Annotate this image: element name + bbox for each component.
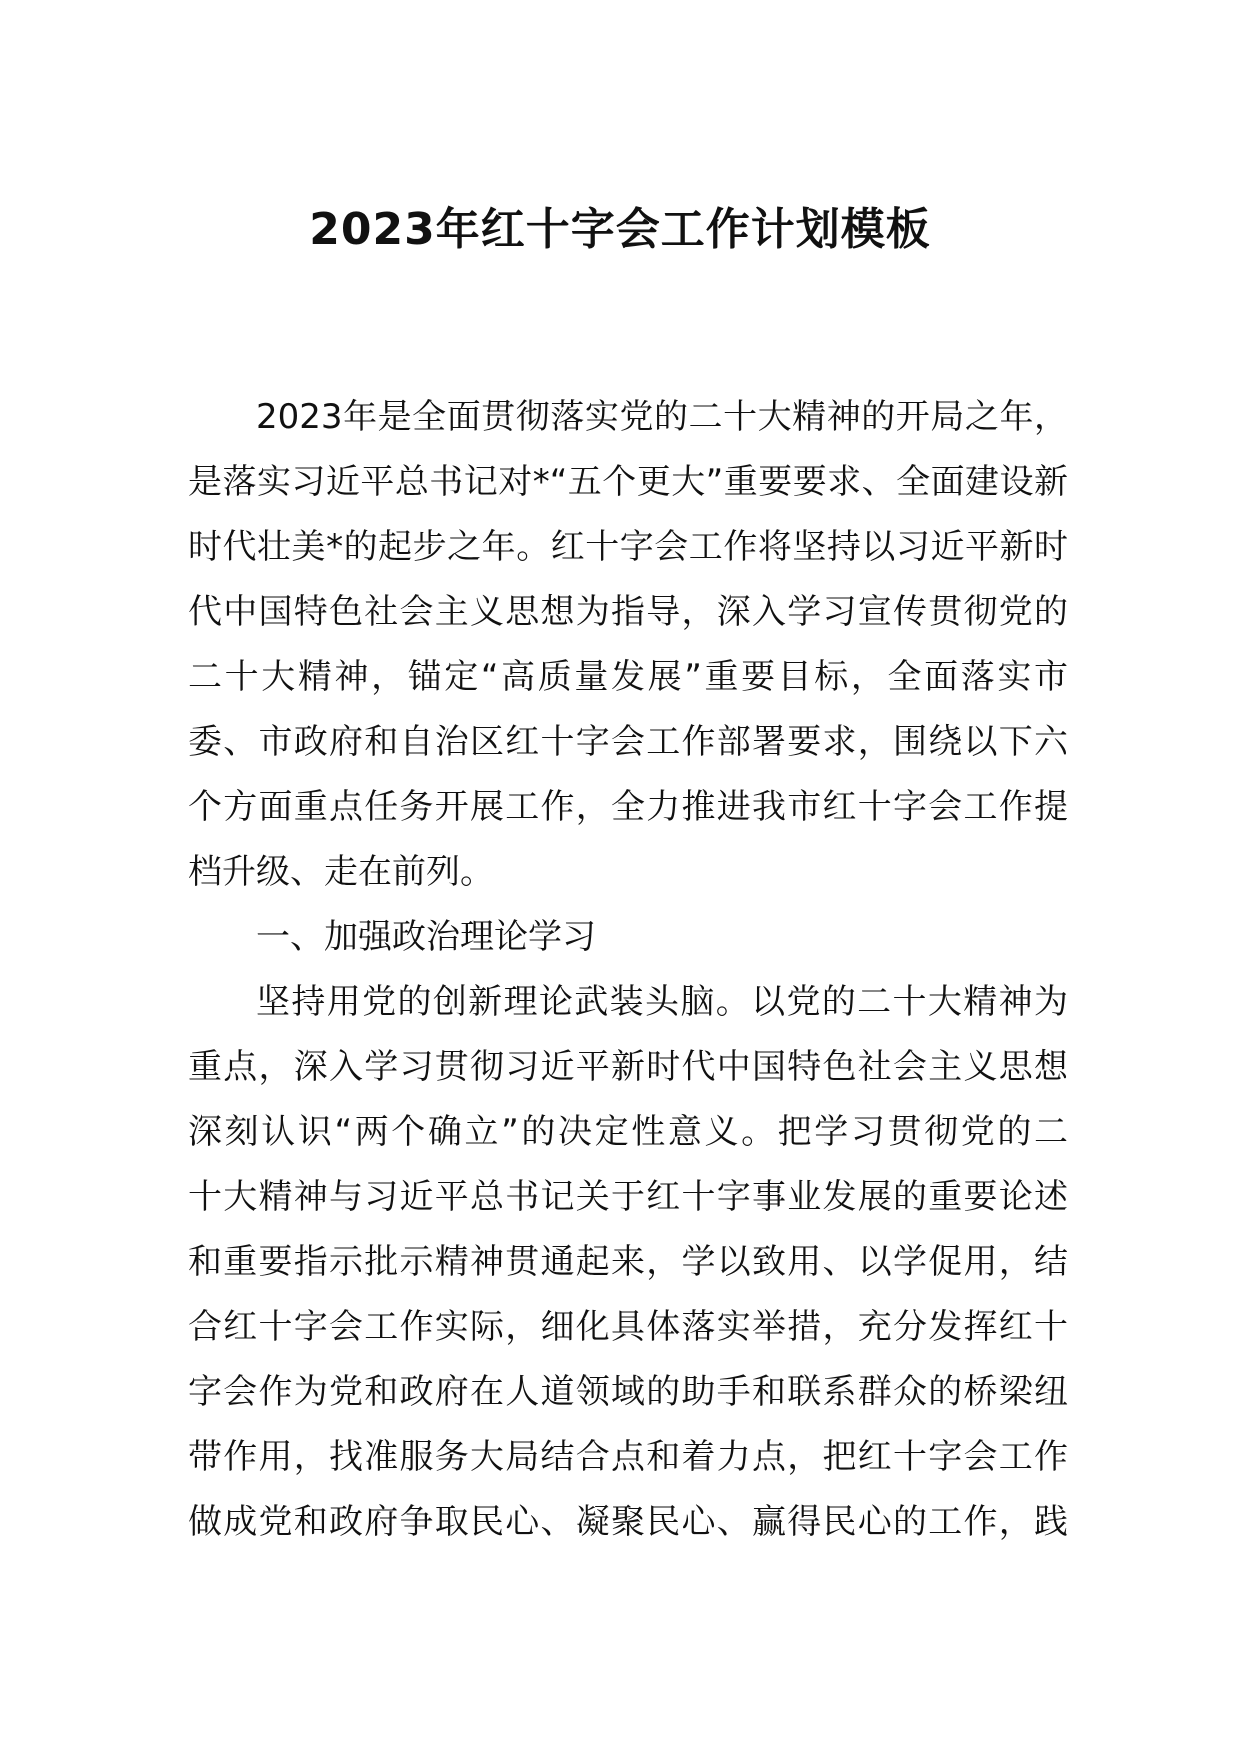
- paragraph-line: 重点，深入学习贯彻习近平新时代中国特色社会主义思想: [188, 1047, 1068, 1087]
- paragraph-line: 坚持用党的创新理论武装头脑。以党的二十大精神为: [256, 982, 1068, 1022]
- section-heading: 一、加强政治理论学习: [256, 917, 596, 957]
- paragraph-line: 深刻认识“两个确立”的决定性意义。把学习贯彻党的二: [188, 1112, 1068, 1152]
- paragraph-line: 委、市政府和自治区红十字会工作部署要求，围绕以下六: [188, 722, 1068, 762]
- document-body: [188, 385, 1068, 1555]
- paragraph-line: 二十大精神，锚定“高质量发展”重要目标，全面落实市: [188, 657, 1068, 697]
- paragraph-line: 和重要指示批示精神贯通起来，学以致用、以学促用，结: [188, 1242, 1068, 1282]
- paragraph-line: 字会作为党和政府在人道领域的助手和联系群众的桥梁纽: [188, 1372, 1068, 1412]
- paragraph-line: 做成党和政府争取民心、凝聚民心、赢得民心的工作，践: [188, 1502, 1068, 1542]
- paragraph-section-1: [188, 970, 1068, 1555]
- paragraph-line: 十大精神与习近平总书记关于红十字事业发展的重要论述: [188, 1177, 1068, 1217]
- paragraph-line: 2023年是全面贯彻落实党的二十大精神的开局之年，: [256, 397, 1068, 437]
- paragraph-line: 时代壮美*的起步之年。红十字会工作将坚持以习近平新时: [188, 527, 1068, 567]
- paragraph-line: 代中国特色社会主义思想为指导，深入学习宣传贯彻党的: [188, 592, 1068, 632]
- paragraph-line: 个方面重点任务开展工作，全力推进我市红十字会工作提: [188, 787, 1068, 827]
- paragraph-line: 合红十字会工作实际，细化具体落实举措，充分发挥红十: [188, 1307, 1068, 1347]
- paragraph-line: 带作用，找准服务大局结合点和着力点，把红十字会工作: [188, 1437, 1068, 1477]
- paragraph-line: 是落实习近平总书记对*“五个更大”重要要求、全面建设新: [188, 462, 1068, 502]
- paragraph-line: 档升级、走在前列。: [188, 852, 494, 892]
- paragraph-intro: [188, 385, 1068, 905]
- document-title: 2023年红十字会工作计划模板: [309, 204, 931, 255]
